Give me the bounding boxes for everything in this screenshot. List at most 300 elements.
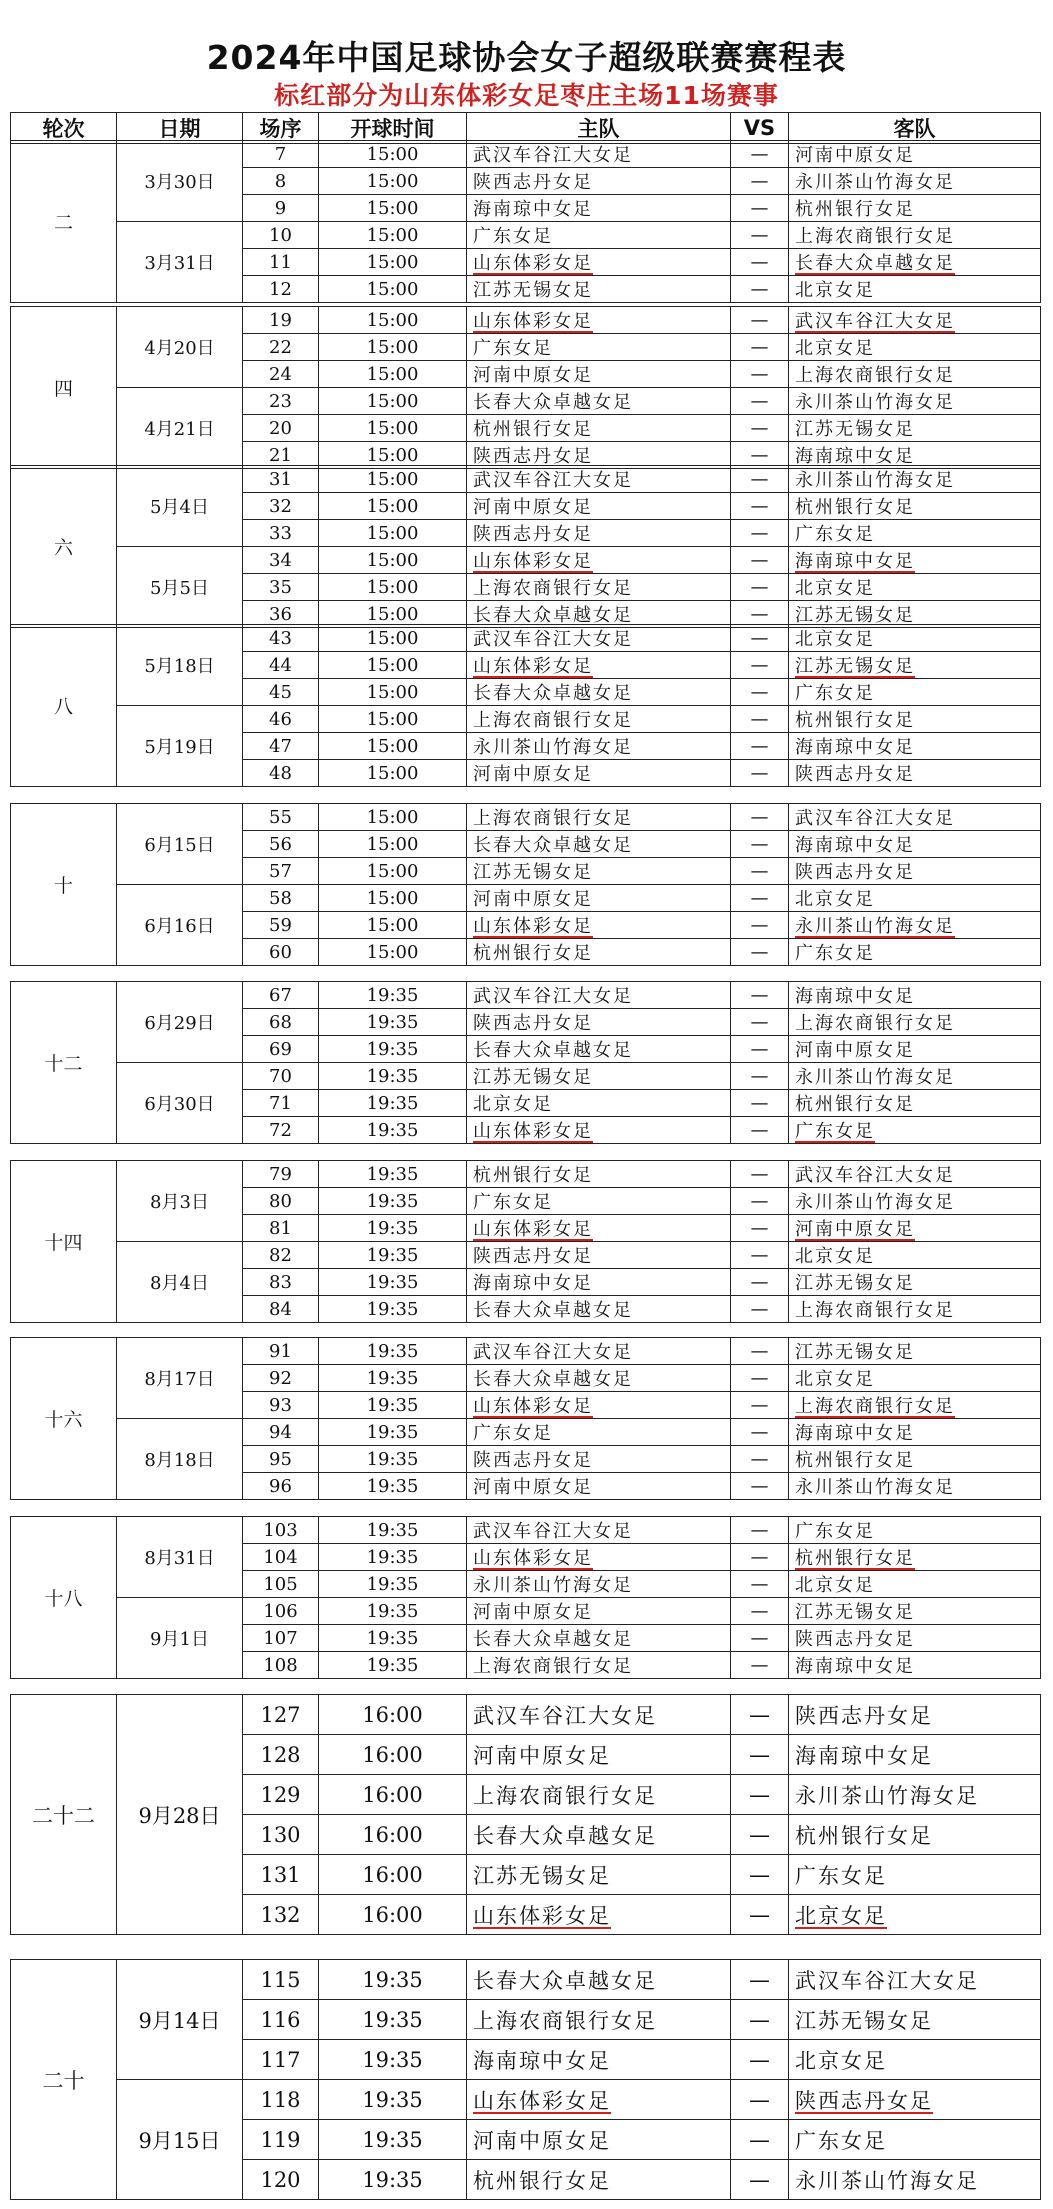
match-number: 115 xyxy=(243,1960,319,2000)
match-number: 132 xyxy=(243,1895,319,1935)
home-team: 河南中原女足 xyxy=(467,885,731,912)
away-team: 上海农商银行女足 xyxy=(789,1392,1041,1419)
match-number: 24 xyxy=(243,361,319,388)
vs-dash: — xyxy=(731,2160,789,2200)
match-number: 70 xyxy=(243,1063,319,1090)
round-block xyxy=(10,1959,1041,2200)
match-number: 67 xyxy=(243,982,319,1009)
match-number: 32 xyxy=(243,493,319,520)
match-date: 8月18日 xyxy=(117,1419,243,1500)
kickoff-time: 15:00 xyxy=(319,415,467,442)
home-team: 上海农商银行女足 xyxy=(467,1775,731,1815)
kickoff-time: 16:00 xyxy=(319,1895,467,1935)
vs-dash: — xyxy=(731,858,789,885)
match-date: 9月1日 xyxy=(117,1598,243,1679)
match-number: 45 xyxy=(243,679,319,706)
match-row xyxy=(11,1161,1041,1188)
vs-dash: — xyxy=(731,1296,789,1323)
match-row xyxy=(11,2080,1041,2120)
match-row xyxy=(11,388,1041,415)
round-block xyxy=(10,1694,1041,1935)
match-number: 59 xyxy=(243,912,319,939)
match-number: 20 xyxy=(243,415,319,442)
home-team: 永川茶山竹海女足 xyxy=(467,733,731,760)
match-number: 104 xyxy=(243,1544,319,1571)
away-team: 广东女足 xyxy=(789,1855,1041,1895)
home-team: 武汉车谷江大女足 xyxy=(467,466,731,493)
vs-dash: — xyxy=(731,1544,789,1571)
match-row xyxy=(11,466,1041,493)
away-team: 海南琼中女足 xyxy=(789,982,1041,1009)
vs-dash: — xyxy=(731,222,789,249)
kickoff-time: 15:00 xyxy=(319,574,467,601)
vs-dash: — xyxy=(731,625,789,652)
away-team: 北京女足 xyxy=(789,625,1041,652)
match-date: 8月17日 xyxy=(117,1338,243,1419)
round-label: 二十二 xyxy=(11,1695,117,1935)
vs-dash: — xyxy=(731,1392,789,1419)
vs-dash: — xyxy=(731,1188,789,1215)
kickoff-time: 19:35 xyxy=(319,1269,467,1296)
vs-dash: — xyxy=(731,1036,789,1063)
kickoff-time: 15:00 xyxy=(319,679,467,706)
kickoff-time: 19:35 xyxy=(319,1446,467,1473)
kickoff-time: 15:00 xyxy=(319,222,467,249)
away-team: 海南琼中女足 xyxy=(789,442,1041,469)
round-label: 十二 xyxy=(11,982,117,1144)
home-team: 上海农商银行女足 xyxy=(467,2000,731,2040)
home-team: 杭州银行女足 xyxy=(467,2160,731,2200)
home-team: 广东女足 xyxy=(467,334,731,361)
match-date: 5月5日 xyxy=(117,547,243,628)
kickoff-time: 15:00 xyxy=(319,442,467,469)
match-row xyxy=(11,1598,1041,1625)
kickoff-time: 19:35 xyxy=(319,1419,467,1446)
match-number: 105 xyxy=(243,1571,319,1598)
column-header-away: 客队 xyxy=(789,113,1041,144)
home-team: 山东体彩女足 xyxy=(467,652,731,679)
away-team: 北京女足 xyxy=(789,1571,1041,1598)
vs-dash: — xyxy=(731,2080,789,2120)
match-date: 6月16日 xyxy=(117,885,243,966)
match-date: 5月19日 xyxy=(117,706,243,787)
away-team: 杭州银行女足 xyxy=(789,1544,1041,1571)
match-number: 116 xyxy=(243,2000,319,2040)
away-team: 北京女足 xyxy=(789,1895,1041,1935)
kickoff-time: 15:00 xyxy=(319,520,467,547)
vs-dash: — xyxy=(731,1009,789,1036)
kickoff-time: 16:00 xyxy=(319,1735,467,1775)
match-number: 127 xyxy=(243,1695,319,1735)
home-team: 江苏无锡女足 xyxy=(467,1063,731,1090)
vs-dash: — xyxy=(731,2040,789,2080)
match-number: 81 xyxy=(243,1215,319,1242)
vs-dash: — xyxy=(731,1090,789,1117)
round-label: 四 xyxy=(11,307,117,469)
home-team: 山东体彩女足 xyxy=(467,1392,731,1419)
kickoff-time: 15:00 xyxy=(319,249,467,276)
vs-dash: — xyxy=(731,1365,789,1392)
round-label: 十 xyxy=(11,804,117,966)
page-title: 2024年中国足球协会女子超级联赛赛程表 xyxy=(206,38,847,77)
kickoff-time: 19:35 xyxy=(319,1009,467,1036)
match-number: 106 xyxy=(243,1598,319,1625)
match-number: 68 xyxy=(243,1009,319,1036)
kickoff-time: 19:35 xyxy=(319,1090,467,1117)
round-block xyxy=(10,803,1041,966)
match-number: 9 xyxy=(243,195,319,222)
kickoff-time: 15:00 xyxy=(319,168,467,195)
vs-dash: — xyxy=(731,1269,789,1296)
vs-dash: — xyxy=(731,1625,789,1652)
column-header-vs: VS xyxy=(731,113,789,144)
home-team: 长春大众卓越女足 xyxy=(467,388,731,415)
kickoff-time: 19:35 xyxy=(319,1960,467,2000)
match-number: 79 xyxy=(243,1161,319,1188)
away-team: 杭州银行女足 xyxy=(789,195,1041,222)
kickoff-time: 19:35 xyxy=(319,2120,467,2160)
home-team: 长春大众卓越女足 xyxy=(467,679,731,706)
kickoff-time: 15:00 xyxy=(319,858,467,885)
away-team: 上海农商银行女足 xyxy=(789,1009,1041,1036)
match-number: 83 xyxy=(243,1269,319,1296)
away-team: 江苏无锡女足 xyxy=(789,1598,1041,1625)
away-team: 上海农商银行女足 xyxy=(789,222,1041,249)
away-team: 江苏无锡女足 xyxy=(789,652,1041,679)
kickoff-time: 16:00 xyxy=(319,1775,467,1815)
vs-dash: — xyxy=(731,1419,789,1446)
match-date: 4月21日 xyxy=(117,388,243,469)
match-number: 31 xyxy=(243,466,319,493)
kickoff-time: 15:00 xyxy=(319,547,467,574)
kickoff-time: 15:00 xyxy=(319,195,467,222)
home-team: 陕西志丹女足 xyxy=(467,168,731,195)
vs-dash: — xyxy=(731,1815,789,1855)
home-team: 山东体彩女足 xyxy=(467,249,731,276)
round-block xyxy=(10,1160,1041,1323)
match-date: 8月3日 xyxy=(117,1161,243,1242)
vs-dash: — xyxy=(731,442,789,469)
match-number: 117 xyxy=(243,2040,319,2080)
vs-dash: — xyxy=(731,195,789,222)
home-team: 江苏无锡女足 xyxy=(467,276,731,303)
away-team: 北京女足 xyxy=(789,276,1041,303)
home-team: 杭州银行女足 xyxy=(467,415,731,442)
home-team: 河南中原女足 xyxy=(467,493,731,520)
match-row xyxy=(11,1063,1041,1090)
away-team: 上海农商银行女足 xyxy=(789,1296,1041,1323)
away-team: 江苏无锡女足 xyxy=(789,1338,1041,1365)
home-team: 上海农商银行女足 xyxy=(467,574,731,601)
match-number: 23 xyxy=(243,388,319,415)
kickoff-time: 15:00 xyxy=(319,885,467,912)
home-team: 山东体彩女足 xyxy=(467,1895,731,1935)
kickoff-time: 15:00 xyxy=(319,141,467,168)
away-team: 北京女足 xyxy=(789,334,1041,361)
vs-dash: — xyxy=(731,2120,789,2160)
kickoff-time: 19:35 xyxy=(319,1242,467,1269)
kickoff-time: 19:35 xyxy=(319,1392,467,1419)
match-number: 60 xyxy=(243,939,319,966)
match-row xyxy=(11,1960,1041,2000)
kickoff-time: 19:35 xyxy=(319,1063,467,1090)
vs-dash: — xyxy=(731,466,789,493)
vs-dash: — xyxy=(731,804,789,831)
vs-dash: — xyxy=(731,1338,789,1365)
home-team: 山东体彩女足 xyxy=(467,307,731,334)
match-row xyxy=(11,625,1041,652)
match-row xyxy=(11,1419,1041,1446)
home-team: 山东体彩女足 xyxy=(467,1117,731,1144)
kickoff-time: 15:00 xyxy=(319,388,467,415)
away-team: 永川茶山竹海女足 xyxy=(789,1473,1041,1500)
match-number: 12 xyxy=(243,276,319,303)
match-number: 91 xyxy=(243,1338,319,1365)
kickoff-time: 15:00 xyxy=(319,601,467,628)
vs-dash: — xyxy=(731,574,789,601)
away-team: 海南琼中女足 xyxy=(789,1419,1041,1446)
column-header-round: 轮次 xyxy=(11,113,117,144)
home-team: 河南中原女足 xyxy=(467,760,731,787)
home-team: 长春大众卓越女足 xyxy=(467,1960,731,2000)
match-number: 8 xyxy=(243,168,319,195)
away-team: 河南中原女足 xyxy=(789,1215,1041,1242)
home-team: 长春大众卓越女足 xyxy=(467,1625,731,1652)
away-team: 杭州银行女足 xyxy=(789,1815,1041,1855)
home-team: 长春大众卓越女足 xyxy=(467,831,731,858)
vs-dash: — xyxy=(731,1215,789,1242)
away-team: 北京女足 xyxy=(789,574,1041,601)
home-team: 海南琼中女足 xyxy=(467,195,731,222)
home-team: 武汉车谷江大女足 xyxy=(467,1338,731,1365)
vs-dash: — xyxy=(731,1063,789,1090)
away-team: 武汉车谷江大女足 xyxy=(789,804,1041,831)
home-team: 长春大众卓越女足 xyxy=(467,1815,731,1855)
match-row xyxy=(11,547,1041,574)
kickoff-time: 16:00 xyxy=(319,1815,467,1855)
match-number: 71 xyxy=(243,1090,319,1117)
home-team: 陕西志丹女足 xyxy=(467,1009,731,1036)
home-team: 河南中原女足 xyxy=(467,1598,731,1625)
home-team: 陕西志丹女足 xyxy=(467,442,731,469)
home-team: 海南琼中女足 xyxy=(467,2040,731,2080)
away-team: 江苏无锡女足 xyxy=(789,601,1041,628)
kickoff-time: 19:35 xyxy=(319,1215,467,1242)
match-date: 5月4日 xyxy=(117,466,243,547)
vs-dash: — xyxy=(731,912,789,939)
away-team: 杭州银行女足 xyxy=(789,1446,1041,1473)
away-team: 江苏无锡女足 xyxy=(789,415,1041,442)
away-team: 广东女足 xyxy=(789,2120,1041,2160)
away-team: 广东女足 xyxy=(789,1117,1041,1144)
home-team: 武汉车谷江大女足 xyxy=(467,1695,731,1735)
kickoff-time: 19:35 xyxy=(319,1161,467,1188)
match-row xyxy=(11,885,1041,912)
kickoff-time: 15:00 xyxy=(319,760,467,787)
away-team: 河南中原女足 xyxy=(789,1036,1041,1063)
kickoff-time: 19:35 xyxy=(319,982,467,1009)
match-number: 119 xyxy=(243,2120,319,2160)
kickoff-time: 15:00 xyxy=(319,831,467,858)
home-team: 杭州银行女足 xyxy=(467,1161,731,1188)
match-date: 6月30日 xyxy=(117,1063,243,1144)
vs-dash: — xyxy=(731,652,789,679)
home-team: 上海农商银行女足 xyxy=(467,804,731,831)
kickoff-time: 19:35 xyxy=(319,1036,467,1063)
away-team: 海南琼中女足 xyxy=(789,733,1041,760)
vs-dash: — xyxy=(731,168,789,195)
kickoff-time: 19:35 xyxy=(319,1117,467,1144)
home-team: 江苏无锡女足 xyxy=(467,858,731,885)
column-header-date: 日期 xyxy=(117,113,243,144)
vs-dash: — xyxy=(731,1855,789,1895)
vs-dash: — xyxy=(731,1652,789,1679)
away-team: 陕西志丹女足 xyxy=(789,858,1041,885)
home-team: 山东体彩女足 xyxy=(467,547,731,574)
match-date: 9月15日 xyxy=(117,2080,243,2200)
away-team: 武汉车谷江大女足 xyxy=(789,1161,1041,1188)
match-number: 22 xyxy=(243,334,319,361)
match-number: 48 xyxy=(243,760,319,787)
match-number: 118 xyxy=(243,2080,319,2120)
away-team: 河南中原女足 xyxy=(789,141,1041,168)
vs-dash: — xyxy=(731,706,789,733)
vs-dash: — xyxy=(731,679,789,706)
vs-dash: — xyxy=(731,493,789,520)
match-date: 5月18日 xyxy=(117,625,243,706)
match-number: 129 xyxy=(243,1775,319,1815)
vs-dash: — xyxy=(731,1161,789,1188)
away-team: 陕西志丹女足 xyxy=(789,760,1041,787)
column-header-match-no: 场序 xyxy=(243,113,319,144)
match-row xyxy=(11,804,1041,831)
kickoff-time: 19:35 xyxy=(319,1652,467,1679)
away-team: 杭州银行女足 xyxy=(789,493,1041,520)
home-team: 武汉车谷江大女足 xyxy=(467,141,731,168)
away-team: 陕西志丹女足 xyxy=(789,1625,1041,1652)
kickoff-time: 19:35 xyxy=(319,1188,467,1215)
round-label: 六 xyxy=(11,466,117,628)
match-number: 120 xyxy=(243,2160,319,2200)
round-label: 十八 xyxy=(11,1517,117,1679)
kickoff-time: 19:35 xyxy=(319,1296,467,1323)
match-number: 47 xyxy=(243,733,319,760)
away-team: 北京女足 xyxy=(789,1242,1041,1269)
match-date: 6月15日 xyxy=(117,804,243,885)
vs-dash: — xyxy=(731,334,789,361)
away-team: 永川茶山竹海女足 xyxy=(789,388,1041,415)
kickoff-time: 15:00 xyxy=(319,466,467,493)
away-team: 北京女足 xyxy=(789,1365,1041,1392)
away-team: 杭州银行女足 xyxy=(789,706,1041,733)
kickoff-time: 15:00 xyxy=(319,652,467,679)
match-number: 33 xyxy=(243,520,319,547)
round-block xyxy=(10,1516,1041,1679)
kickoff-time: 19:35 xyxy=(319,1625,467,1652)
home-team: 河南中原女足 xyxy=(467,361,731,388)
match-number: 44 xyxy=(243,652,319,679)
vs-dash: — xyxy=(731,601,789,628)
match-number: 92 xyxy=(243,1365,319,1392)
kickoff-time: 19:35 xyxy=(319,2160,467,2200)
kickoff-time: 15:00 xyxy=(319,493,467,520)
home-team: 陕西志丹女足 xyxy=(467,1446,731,1473)
home-team: 山东体彩女足 xyxy=(467,1215,731,1242)
vs-dash: — xyxy=(731,1446,789,1473)
away-team: 永川茶山竹海女足 xyxy=(789,466,1041,493)
round-block xyxy=(10,1337,1041,1500)
away-team: 武汉车谷江大女足 xyxy=(789,307,1041,334)
match-number: 96 xyxy=(243,1473,319,1500)
match-number: 108 xyxy=(243,1652,319,1679)
home-team: 武汉车谷江大女足 xyxy=(467,625,731,652)
match-number: 128 xyxy=(243,1735,319,1775)
home-team: 上海农商银行女足 xyxy=(467,1652,731,1679)
match-date: 6月29日 xyxy=(117,982,243,1063)
match-number: 21 xyxy=(243,442,319,469)
match-date: 8月31日 xyxy=(117,1517,243,1598)
vs-dash: — xyxy=(731,982,789,1009)
round-block xyxy=(10,140,1041,303)
vs-dash: — xyxy=(731,1598,789,1625)
vs-dash: — xyxy=(731,1473,789,1500)
match-date: 3月30日 xyxy=(117,141,243,222)
match-date: 9月28日 xyxy=(117,1695,243,1935)
round-block xyxy=(10,981,1041,1144)
match-number: 34 xyxy=(243,547,319,574)
vs-dash: — xyxy=(731,1571,789,1598)
match-number: 36 xyxy=(243,601,319,628)
home-team: 永川茶山竹海女足 xyxy=(467,1571,731,1598)
away-team: 海南琼中女足 xyxy=(789,1735,1041,1775)
kickoff-time: 15:00 xyxy=(319,706,467,733)
vs-dash: — xyxy=(731,831,789,858)
vs-dash: — xyxy=(731,361,789,388)
away-team: 永川茶山竹海女足 xyxy=(789,2160,1041,2200)
match-date: 8月4日 xyxy=(117,1242,243,1323)
home-team: 山东体彩女足 xyxy=(467,2080,731,2120)
round-block xyxy=(10,306,1041,469)
match-number: 7 xyxy=(243,141,319,168)
away-team: 广东女足 xyxy=(789,679,1041,706)
away-team: 长春大众卓越女足 xyxy=(789,249,1041,276)
page-subtitle: 标红部分为山东体彩女足枣庄主场11场赛事 xyxy=(274,81,779,110)
round-label: 十六 xyxy=(11,1338,117,1500)
vs-dash: — xyxy=(731,249,789,276)
match-number: 43 xyxy=(243,625,319,652)
round-label: 二 xyxy=(11,141,117,303)
match-number: 56 xyxy=(243,831,319,858)
vs-dash: — xyxy=(731,733,789,760)
match-row xyxy=(11,307,1041,334)
vs-dash: — xyxy=(731,1775,789,1815)
match-row xyxy=(11,1695,1041,1735)
away-team: 北京女足 xyxy=(789,2040,1041,2080)
home-team: 广东女足 xyxy=(467,222,731,249)
match-row xyxy=(11,1242,1041,1269)
kickoff-time: 15:00 xyxy=(319,307,467,334)
away-team: 永川茶山竹海女足 xyxy=(789,168,1041,195)
kickoff-time: 19:35 xyxy=(319,1544,467,1571)
home-team: 河南中原女足 xyxy=(467,1473,731,1500)
column-header-kickoff: 开球时间 xyxy=(319,113,467,144)
match-number: 35 xyxy=(243,574,319,601)
match-number: 19 xyxy=(243,307,319,334)
vs-dash: — xyxy=(731,415,789,442)
home-team: 武汉车谷江大女足 xyxy=(467,1517,731,1544)
away-team: 北京女足 xyxy=(789,885,1041,912)
home-team: 河南中原女足 xyxy=(467,2120,731,2160)
